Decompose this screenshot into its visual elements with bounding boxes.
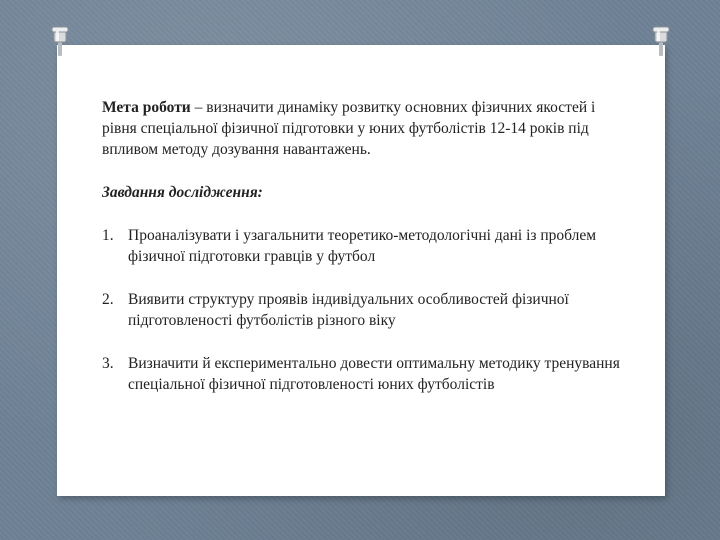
pushpin-icon	[650, 26, 672, 58]
tasks-title: Завдання дослідження:	[102, 184, 263, 201]
list-item-text: Визначити й експериментально довести оптимальну методику тренування спеціальної фізичної підготовленості юних футболістів	[128, 355, 620, 393]
list-item-text: Проаналізувати і узагальнити теоретико-методологічні дані із проблем фізичної підготовки гравців у футбол	[128, 227, 597, 265]
list-item-number: 1.	[102, 227, 114, 244]
slide-content	[102, 97, 632, 417]
list-item	[102, 353, 632, 395]
aim-text: – визначити динаміку розвитку основних фізичних якостей і рівня спеціальної фізичної підготовки у юних футболістів 12-14 років під впливом методу дозування навантажень.	[102, 99, 596, 158]
list-item-text: Виявити структуру проявів індивідуальних особливостей фізичної підготовленості футболістів різного віку	[128, 291, 569, 329]
tasks-list	[102, 225, 632, 395]
pushpin-icon	[49, 26, 71, 58]
list-item-number: 3.	[102, 355, 114, 372]
aim-paragraph	[102, 97, 632, 160]
list-item	[102, 225, 632, 267]
list-item	[102, 289, 632, 331]
list-item-number: 2.	[102, 291, 114, 308]
aim-label: Мета роботи	[102, 99, 191, 116]
